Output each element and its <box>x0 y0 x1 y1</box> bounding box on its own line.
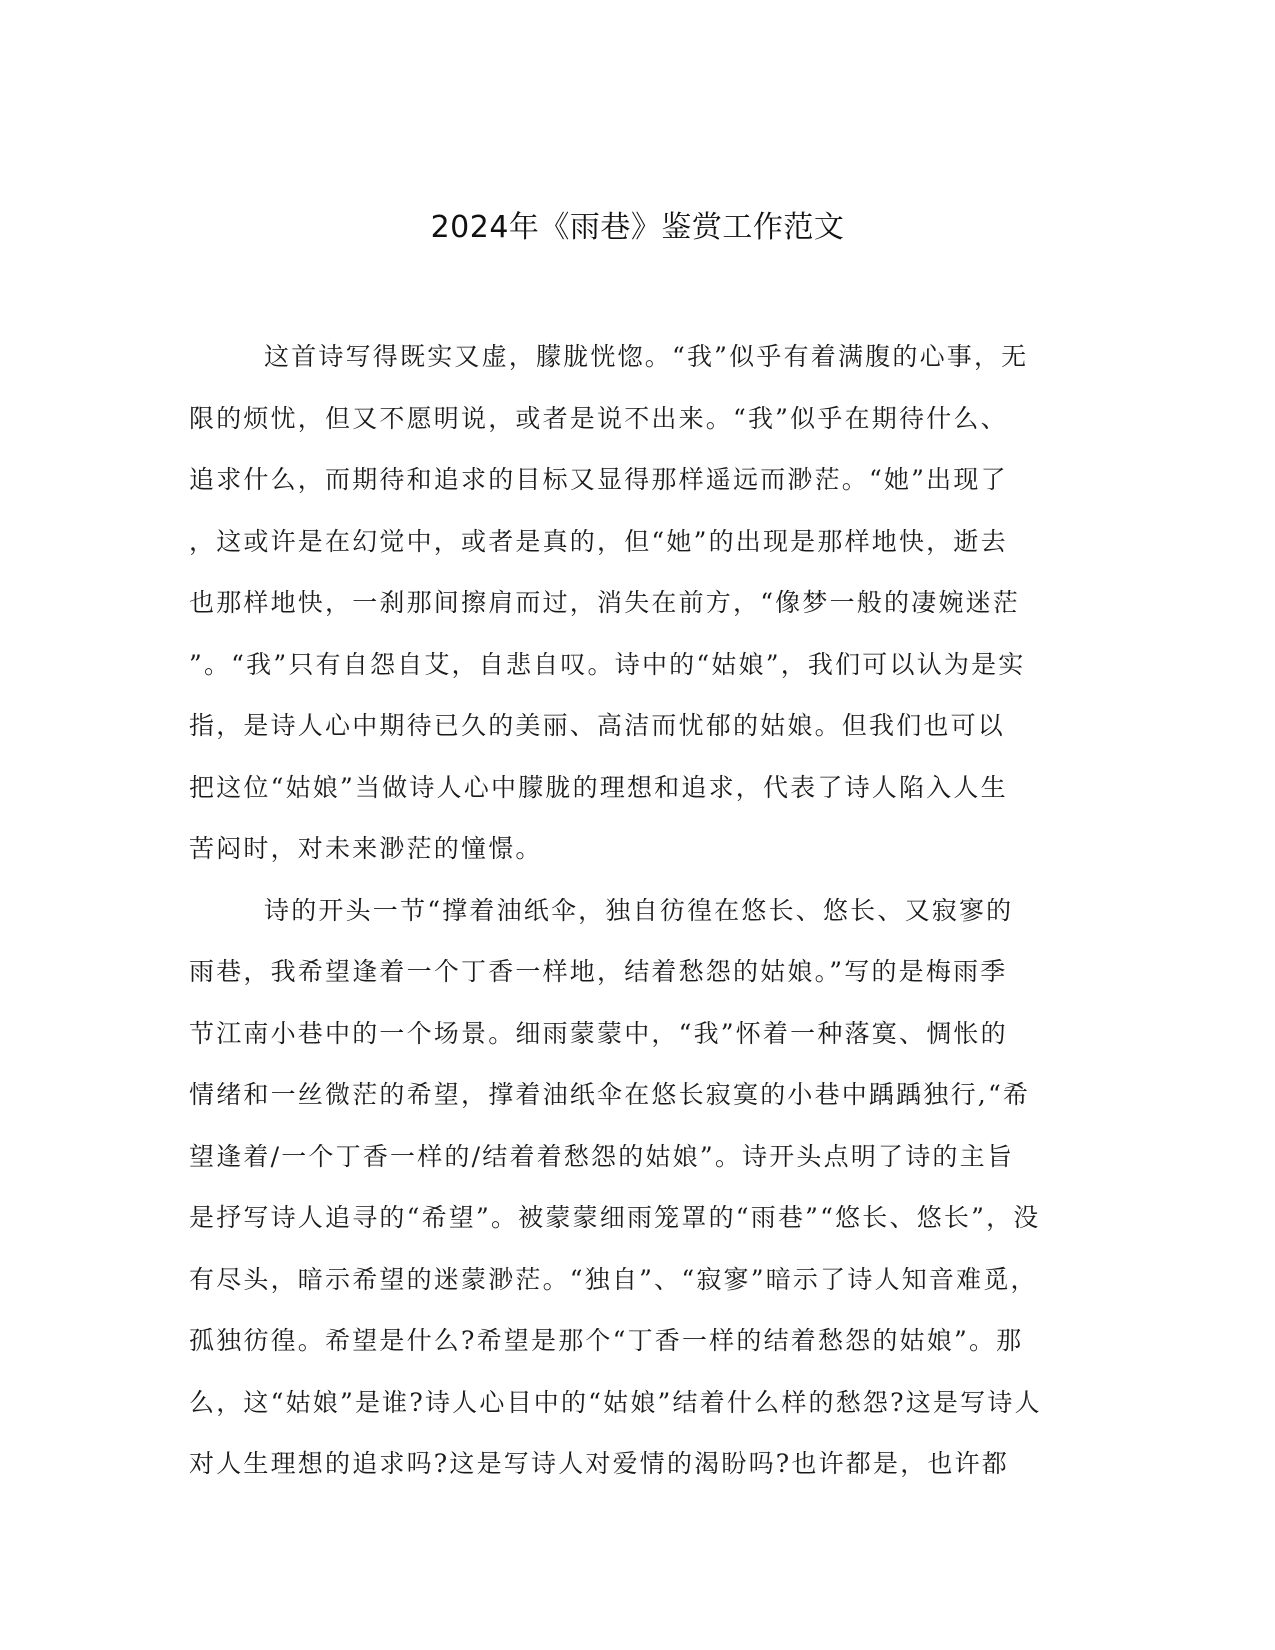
document-body <box>189 326 1069 1495</box>
paragraph-line: 诗的开头一节“撑着油纸伞，独自彷徨在悠长、悠长、又寂寥的 <box>264 895 1014 925</box>
paragraph-line: ”。“我”只有自怨自艾，自悲自叹。诗中的“姑娘”，我们可以认为是实 <box>189 649 1026 679</box>
paragraph-line: 苦闷时，对未来渺茫的憧憬。 <box>189 834 543 863</box>
paragraph-line: 是抒写诗人追寻的“希望”。被蒙蒙细雨笼罩的“雨巷”“悠长、悠长”，没 <box>189 1203 1041 1232</box>
document-title: 2024年《雨巷》鉴赏工作范文 <box>430 210 845 245</box>
paragraph-line: 指，是诗人心中期待已久的美丽、高洁而忧郁的姑娘。但我们也可以 <box>189 711 1006 740</box>
paragraph-line: 把这位“姑娘”当做诗人心中朦胧的理想和追求，代表了诗人陷入人生 <box>189 772 1008 802</box>
paragraph-line: 孤独彷徨。希望是什么?希望是那个“丁香一样的结着愁怨的姑娘”。那 <box>189 1326 1024 1355</box>
paragraph-line: 望逢着/一个丁香一样的/结着着愁怨的姑娘”。诗开头点明了诗的主旨 <box>189 1141 1015 1171</box>
paragraph-line: 这首诗写得既实又虚，朦胧恍惚。“我”似乎有着满腹的心事，无 <box>264 342 1029 371</box>
paragraph-line: 节江南小巷中的一个场景。细雨蒙蒙中，“我”怀着一种落寞、惆怅的 <box>189 1018 1008 1048</box>
paragraph-line: 么，这“姑娘”是谁?诗人心目中的“姑娘”结着什么样的愁怨?这是写诗人 <box>189 1387 1042 1417</box>
paragraph-line: 追求什么，而期待和追求的目标又显得那样遥远而渺茫。“她”出现了 <box>189 465 1008 494</box>
paragraph-line: 对人生理想的追求吗?这是写诗人对爱情的渴盼吗?也许都是，也许都 <box>189 1449 1010 1478</box>
paragraph-line: 雨巷，我希望逢着一个丁香一样地，结着愁怨的姑娘。”写的是梅雨季 <box>189 957 1008 986</box>
paragraph-line: ，这或许是在幻觉中，或者是真的，但“她”的出现是那样地快，逝去 <box>189 526 1008 556</box>
paragraph-line: 也那样地快，一刹那间擦肩而过，消失在前方，“像梦一般的凄婉迷茫 <box>189 588 1020 617</box>
paragraph-line: 有尽头，暗示希望的迷蒙渺茫。“独自”、“寂寥”暗示了诗人知音难觅， <box>189 1264 1038 1294</box>
paragraph-line: 限的烦忧，但又不愿明说，或者是说不出来。“我”似乎在期待什么、 <box>189 403 1008 433</box>
paragraph-line: 情绪和一丝微茫的希望，撑着油纸伞在悠长寂寞的小巷中踽踽独行,“希 <box>189 1080 1031 1109</box>
